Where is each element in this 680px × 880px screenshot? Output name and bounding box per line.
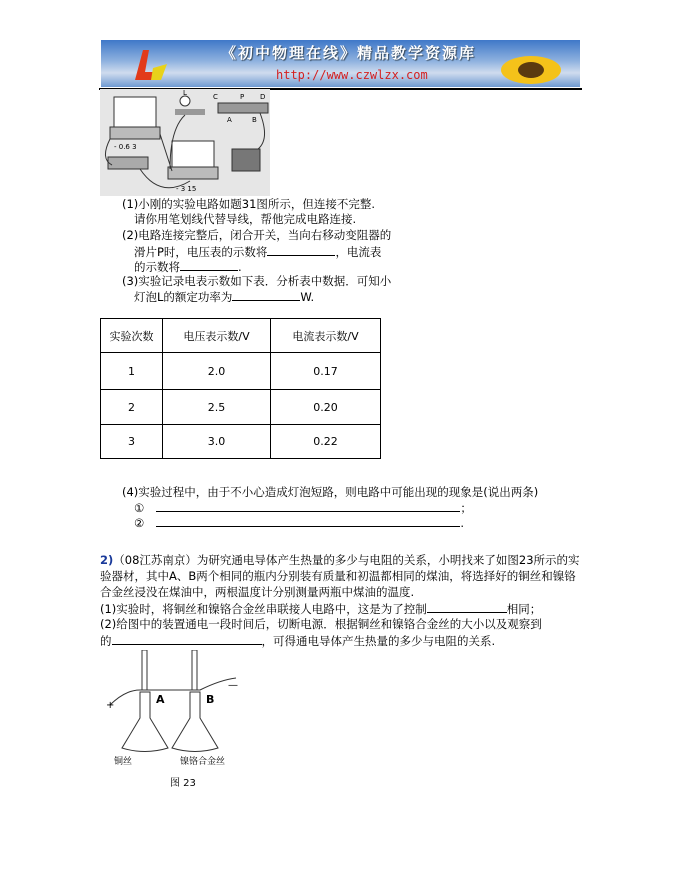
- q1-part2-text2: ，电流表: [335, 245, 382, 259]
- answer-blank-current[interactable]: [180, 259, 238, 271]
- answer-blank-power[interactable]: [232, 289, 300, 301]
- answer-blank-voltage[interactable]: [267, 244, 335, 256]
- q1-part4: (4)实验过程中，由于不小心造成灯泡短路，则电路中可能出现的现象是(说出两条): [122, 485, 539, 499]
- table-cell: 0.22: [271, 425, 381, 459]
- answer-blank-observation[interactable]: [112, 633, 262, 645]
- table-row: [101, 425, 381, 459]
- header-banner: [101, 40, 580, 87]
- answer-marker-1: ①: [134, 501, 145, 515]
- label-L: L: [183, 89, 187, 97]
- answer-end-2: .: [460, 516, 464, 530]
- logo-icon: [131, 46, 171, 84]
- q1-part2-text: 滑片P时，电压表的示数将: [134, 245, 268, 259]
- answer-blank-control[interactable]: [427, 601, 507, 613]
- q2-part1-end: 相同；: [506, 602, 542, 616]
- voltmeter-scale: - 3 15: [176, 185, 197, 193]
- q1-part3-text: 灯泡L的额定功率为: [134, 290, 233, 304]
- label-B: B: [252, 116, 257, 124]
- q1-part2c-end: .: [238, 260, 242, 274]
- q2-line2: 验器材，其中A、B两个相同的瓶内分别装有质量和初温都相同的煤油，将选择好的铜丝和镍铬: [100, 569, 576, 583]
- plus-terminal: +: [106, 700, 115, 711]
- answer-marker-2: ②: [134, 516, 145, 530]
- figure-caption: 图 23: [170, 778, 196, 789]
- table-header: 实验次数: [101, 319, 163, 353]
- q2-part2-end: ，可得通电导体产生热量的多少与电阻的关系.: [261, 634, 496, 648]
- table-cell: 0.17: [271, 353, 381, 390]
- flask-label-b: B: [206, 693, 215, 706]
- q1-part3-line1: (3)实验记录电表示数如下表．分析表中数据．可知小: [122, 274, 392, 288]
- flask-figure-23: [100, 650, 280, 770]
- q1-part2-line1: (2)电路连接完整后，闭合开关，当向右移动变阻器的: [122, 228, 392, 242]
- label-nichrome-wire: 镍铬合金丝: [180, 757, 226, 767]
- q2-part2-line1: (2)给图中的装置通电一段时间后，切断电源．根据铜丝和镍铬合金丝的大小以及观察到: [100, 617, 542, 631]
- banner-title: 《初中物理在线》精品教学资源库: [221, 44, 477, 62]
- table-row: [101, 390, 381, 425]
- table-header-row: [101, 319, 381, 353]
- flask-label-a: A: [156, 693, 165, 706]
- table-row: [101, 353, 381, 390]
- q2-line1: （08江苏南京）为研究通电导体产生热量的多少与电阻的关系，小明找来了如图23所示的实: [113, 553, 580, 567]
- q1-part2c-text: 的示数将: [134, 260, 180, 274]
- table-cell: 2: [101, 390, 163, 425]
- q2-line3: 合金丝浸没在煤油中，两根温度计分别测量两瓶中煤油的温度.: [100, 585, 415, 599]
- q2-part2-text: 的: [100, 634, 112, 648]
- table-header: 电流表示数/V: [271, 319, 381, 353]
- question-number: 2): [100, 553, 114, 567]
- label-C: C: [213, 93, 218, 101]
- q1-part1-line1: (1)小刚的实验电路如题31图所示，但连接不完整.: [122, 197, 376, 211]
- table-cell: 1: [101, 353, 163, 390]
- q2-part1: (1)实验时，将铜丝和镍铬合金丝串联接人电路中，这是为了控制: [100, 602, 427, 616]
- banner-url: http://www.czwlzx.com: [276, 68, 428, 82]
- data-table: [100, 318, 381, 459]
- table-cell: 0.20: [271, 390, 381, 425]
- q1-part1-line2: 请你用笔划线代替导线，帮他完成电路连接.: [134, 212, 357, 226]
- label-A: A: [227, 116, 232, 124]
- table-header: 电压表示数/V: [163, 319, 271, 353]
- answer-blank-phenomenon-1[interactable]: [156, 500, 460, 512]
- table-cell: 2.5: [163, 390, 271, 425]
- label-D: D: [260, 93, 266, 101]
- answer-blank-phenomenon-2[interactable]: [156, 515, 460, 527]
- table-cell: 3: [101, 425, 163, 459]
- sunflower-icon: [496, 46, 566, 87]
- circuit-figure-31: [100, 89, 270, 196]
- table-cell: 3.0: [163, 425, 271, 459]
- answer-end-1: ；: [460, 501, 472, 515]
- table-cell: 2.0: [163, 353, 271, 390]
- label-P: P: [240, 93, 245, 101]
- minus-terminal: —: [228, 680, 238, 691]
- label-copper-wire: 铜丝: [114, 757, 133, 767]
- ammeter-scale: - 0.6 3: [114, 143, 137, 151]
- q1-part3-end: W.: [300, 290, 315, 304]
